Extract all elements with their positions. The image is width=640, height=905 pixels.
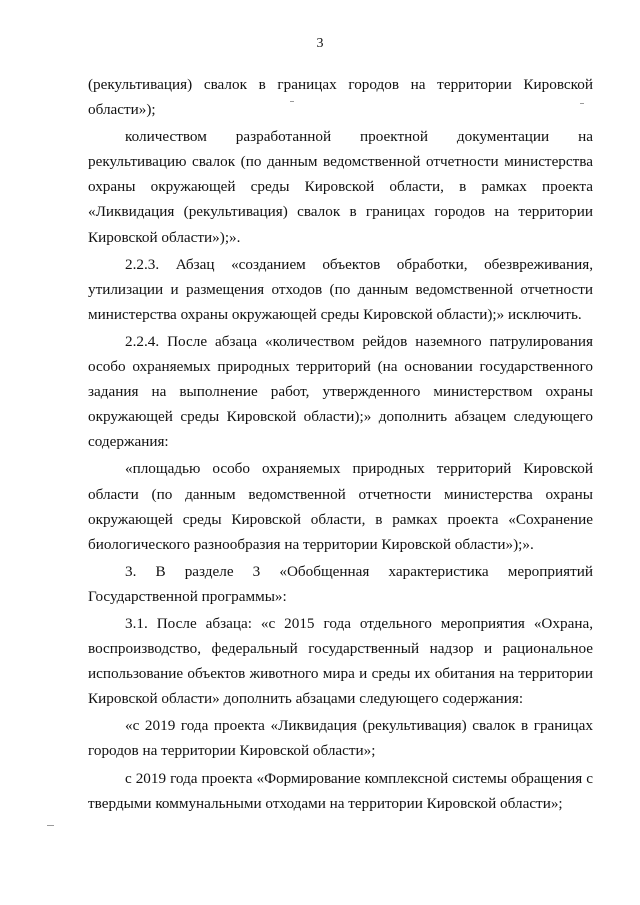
paragraph-quoted-text: количеством разработанной проектной документации на рекультивацию свалок (по данным ведомственной отчетности министерства охраны окружающей среды Кировской области, в рамках проекта «Ликвидация (рекультивация) свалок в границах городов на территории Кировской области»);».	[88, 128, 593, 246]
document-body	[88, 72, 593, 816]
paragraph-clause-2-2-4: 2.2.4. После абзаца «количеством рейдов наземного патрулирования особо охраняемых природных территорий (на основании государственного задания на выполнение работ, утвержденного министерством охраны окружающей среды Кировской области);» дополнить абзацем следующего содержания:	[88, 332, 593, 451]
page-number: 3	[316, 36, 324, 51]
scan-artifact	[47, 825, 54, 826]
paragraph-quoted-text: с 2019 года проекта «Формирование комплексной системы обращения с твердыми коммунальными отходами на территории Кировской области»;	[88, 769, 593, 812]
paragraph-quoted-text: «с 2019 года проекта «Ликвидация (рекультивация) свалок в границах городов на территории Кировской области»;	[88, 717, 593, 760]
paragraph-quoted-text: «площадью особо охраняемых природных территорий Кировской области (по данным ведомственной отчетности министерства охраны окружающей среды Кировской области, в рамках проекта «Сохранение биологического разнообразия на территории Кировской области»);».	[88, 460, 593, 553]
paragraph-continuation: (рекультивация) свалок в границах городов на территории Кировской области»);	[88, 76, 593, 119]
paragraph-clause-2-2-3: 2.2.3. Абзац «созданием объектов обработки, обезвреживания, утилизации и размещения отходов (по данным ведомственной отчетности министерства охраны окружающей среды Кировской области);» исключить.	[88, 255, 593, 323]
scan-artifact	[290, 101, 294, 102]
scan-artifact	[580, 103, 584, 104]
paragraph-clause-3-1: 3.1. После абзаца: «с 2015 года отдельного мероприятия «Охрана, воспроизводство, федеральный государственный надзор и рациональное использование объектов животного мира и среды их обитания на территории Кировской области» дополнить абзацами следующего содержания:	[88, 614, 593, 708]
paragraph-clause-3: 3. В разделе 3 «Обобщенная характеристика мероприятий Государственной программы»:	[88, 562, 593, 605]
